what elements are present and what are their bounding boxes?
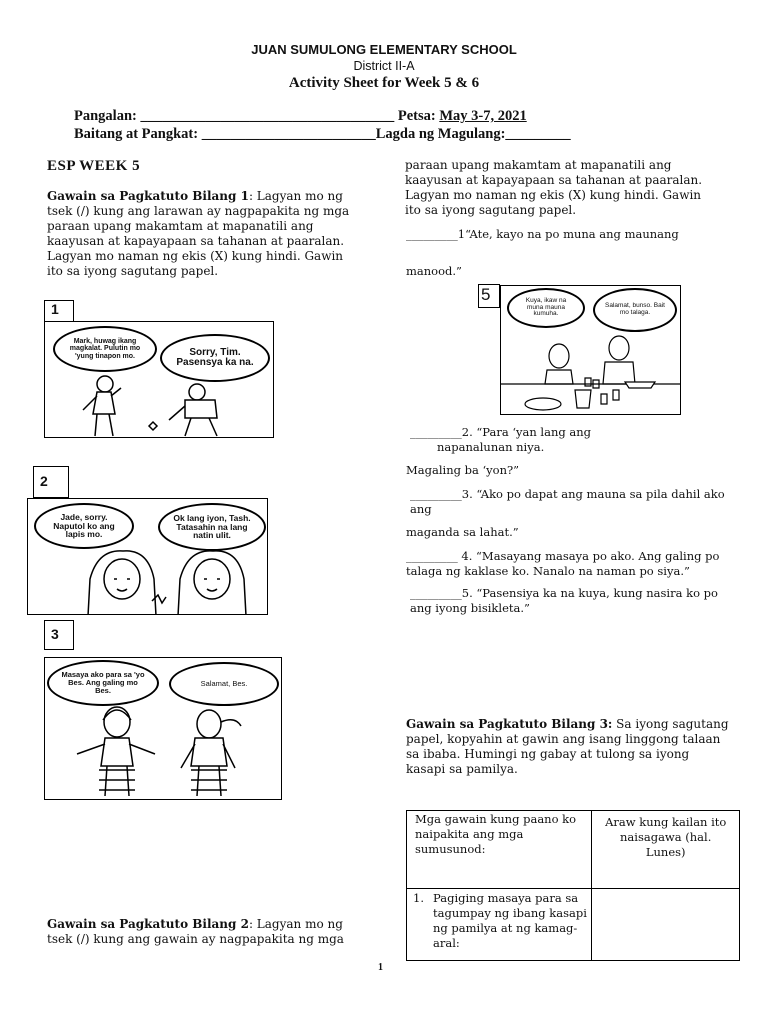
table-row-1-number: 1. [413, 891, 424, 905]
picture-1-number: 1 [44, 300, 74, 322]
activity-title: Activity Sheet for Week 5 & 6 [288, 75, 480, 91]
gawain-2-text: : Lagyan mo ng tsek (/) kung ang gawain ay nagpapakita ng mga [47, 917, 344, 946]
item-2-line-c: Magaling ba ‘yon?” [406, 463, 520, 477]
item-3-line-b: maganda sa lahat.” [406, 525, 519, 539]
picture-2-panel [27, 498, 268, 615]
picture-5-drawing [501, 286, 681, 415]
table-header-activity: Mga gawain kung paano ko naipakita ang mga sumusunod: [407, 811, 592, 889]
picture-2-drawing [28, 499, 268, 615]
picture-2-number: 2 [33, 466, 69, 498]
name-label: Pangalan: ___________________________________ [74, 108, 395, 124]
picture-3-number: 3 [44, 620, 74, 650]
item-4: _________ 4. “Masayang masaya po ako. Ang galing po talaga ng kaklase ko. Nanalo na naman po siya.” [406, 549, 720, 578]
gawain-3-text: Sa iyong sagutang papel, kopyahin at gawin ang isang linggong talaan sa ibaba. Humingi ng gabay at tulong sa iyong kasapi sa pamilya. [406, 717, 729, 776]
gawain-3-instructions [406, 717, 731, 777]
gawain-1-instructions [47, 189, 357, 279]
picture-1-bubble-b: Sorry, Tim. Pasensya ka na. [160, 334, 270, 382]
picture-1-drawing [45, 322, 274, 438]
picture-2-bubble-a: Jade, sorry. Naputol ko ang lapis mo. [34, 503, 134, 549]
weekly-log-table [406, 810, 740, 961]
picture-2-bubble-b: Ok lang iyon, Tash. Tatasahin na lang natin ulit. [158, 503, 266, 551]
item-5: _________5. “Pasensiya ka na kuya, kung nasira ko po ang iyong bisikleta.” [410, 586, 718, 615]
table-row-1-activity [407, 889, 592, 961]
gawain-2-instructions [47, 917, 347, 947]
gawain-1-text: : Lagyan mo ng tsek (/) kung ang larawan ay nagpapakita ng mga paraan upang makamtam at mapanatili ang kaayusan at kapayapaan sa tahanan at paaralan. Lagyan mo naman ng ekis (X) kung hindi. Gawin ito sa iyong sagutang papel. [47, 189, 350, 278]
gawain-1-title: Gawain sa Pagkatuto Bilang 1 [47, 189, 249, 203]
picture-5-panel [500, 285, 681, 415]
picture-3-panel [44, 657, 282, 800]
district: District II-A [353, 59, 415, 73]
item-2-line-a: _________2. “Para ‘yan lang ang [410, 425, 591, 439]
picture-5-bubble-b: Salamat, bunso. Bait mo talaga. [593, 288, 677, 332]
page-number: 1 [378, 962, 383, 973]
table-row-1-text: Pagiging masaya para sa tagumpay ng ibang kasapi ng pamilya at ng kamag- aral: [433, 891, 587, 950]
week-title: ESP WEEK 5 [47, 158, 141, 174]
gawain-3-title: Gawain sa Pagkatuto Bilang 3: [406, 717, 613, 731]
picture-5-bubble-a: Kuya, ikaw na muna mauna kumuha. [507, 288, 585, 328]
item-2-line-b: napanalunan niya. [437, 440, 545, 454]
gawain-2-title: Gawain sa Pagkatuto Bilang 2 [47, 917, 249, 931]
picture-3-bubble-a: Masaya ako para sa 'yo Bes. Ang galing mo Bes. [47, 660, 159, 706]
picture-5-number: 5 [478, 284, 500, 308]
picture-1-bubble-a: Mark, huwag ikang magkalat. Pulutin mo 'yung tinapon mo. [53, 326, 157, 372]
form-grade-row [74, 126, 571, 143]
date-label: Petsa: [397, 108, 436, 124]
picture-3-drawing [45, 658, 282, 800]
item-1-line-a: _________1“Ate, kayo na po muna ang maunang [406, 227, 679, 241]
table-header-day: Araw kung kailan ito naisagawa (hal. Lunes) [592, 811, 740, 889]
date-value: May 3-7, 2021 [439, 108, 527, 124]
picture-3-bubble-b: Salamat, Bes. [169, 662, 279, 706]
parent-sign-label: Lagda ng Magulang:_________ [375, 126, 571, 142]
grade-label: Baitang at Pangkat: ________________________ [74, 126, 376, 142]
school-name: JUAN SUMULONG ELEMENTARY SCHOOL [251, 42, 517, 57]
form-name-row [74, 108, 527, 125]
picture-1-panel [44, 321, 274, 438]
item-1-line-b: manood.” [406, 264, 462, 278]
item-3-line-a: _________3. “Ako po dapat ang mauna sa pila dahil ako ang [410, 487, 725, 516]
right-intro: paraan upang makamtam at mapanatili ang kaayusan at kapayapaan sa tahanan at paaralan. Lagyan mo naman ng ekis (X) kung hindi. Gawin ito sa iyong sagutang papel. [405, 158, 703, 217]
table-row-1-day [592, 889, 740, 961]
